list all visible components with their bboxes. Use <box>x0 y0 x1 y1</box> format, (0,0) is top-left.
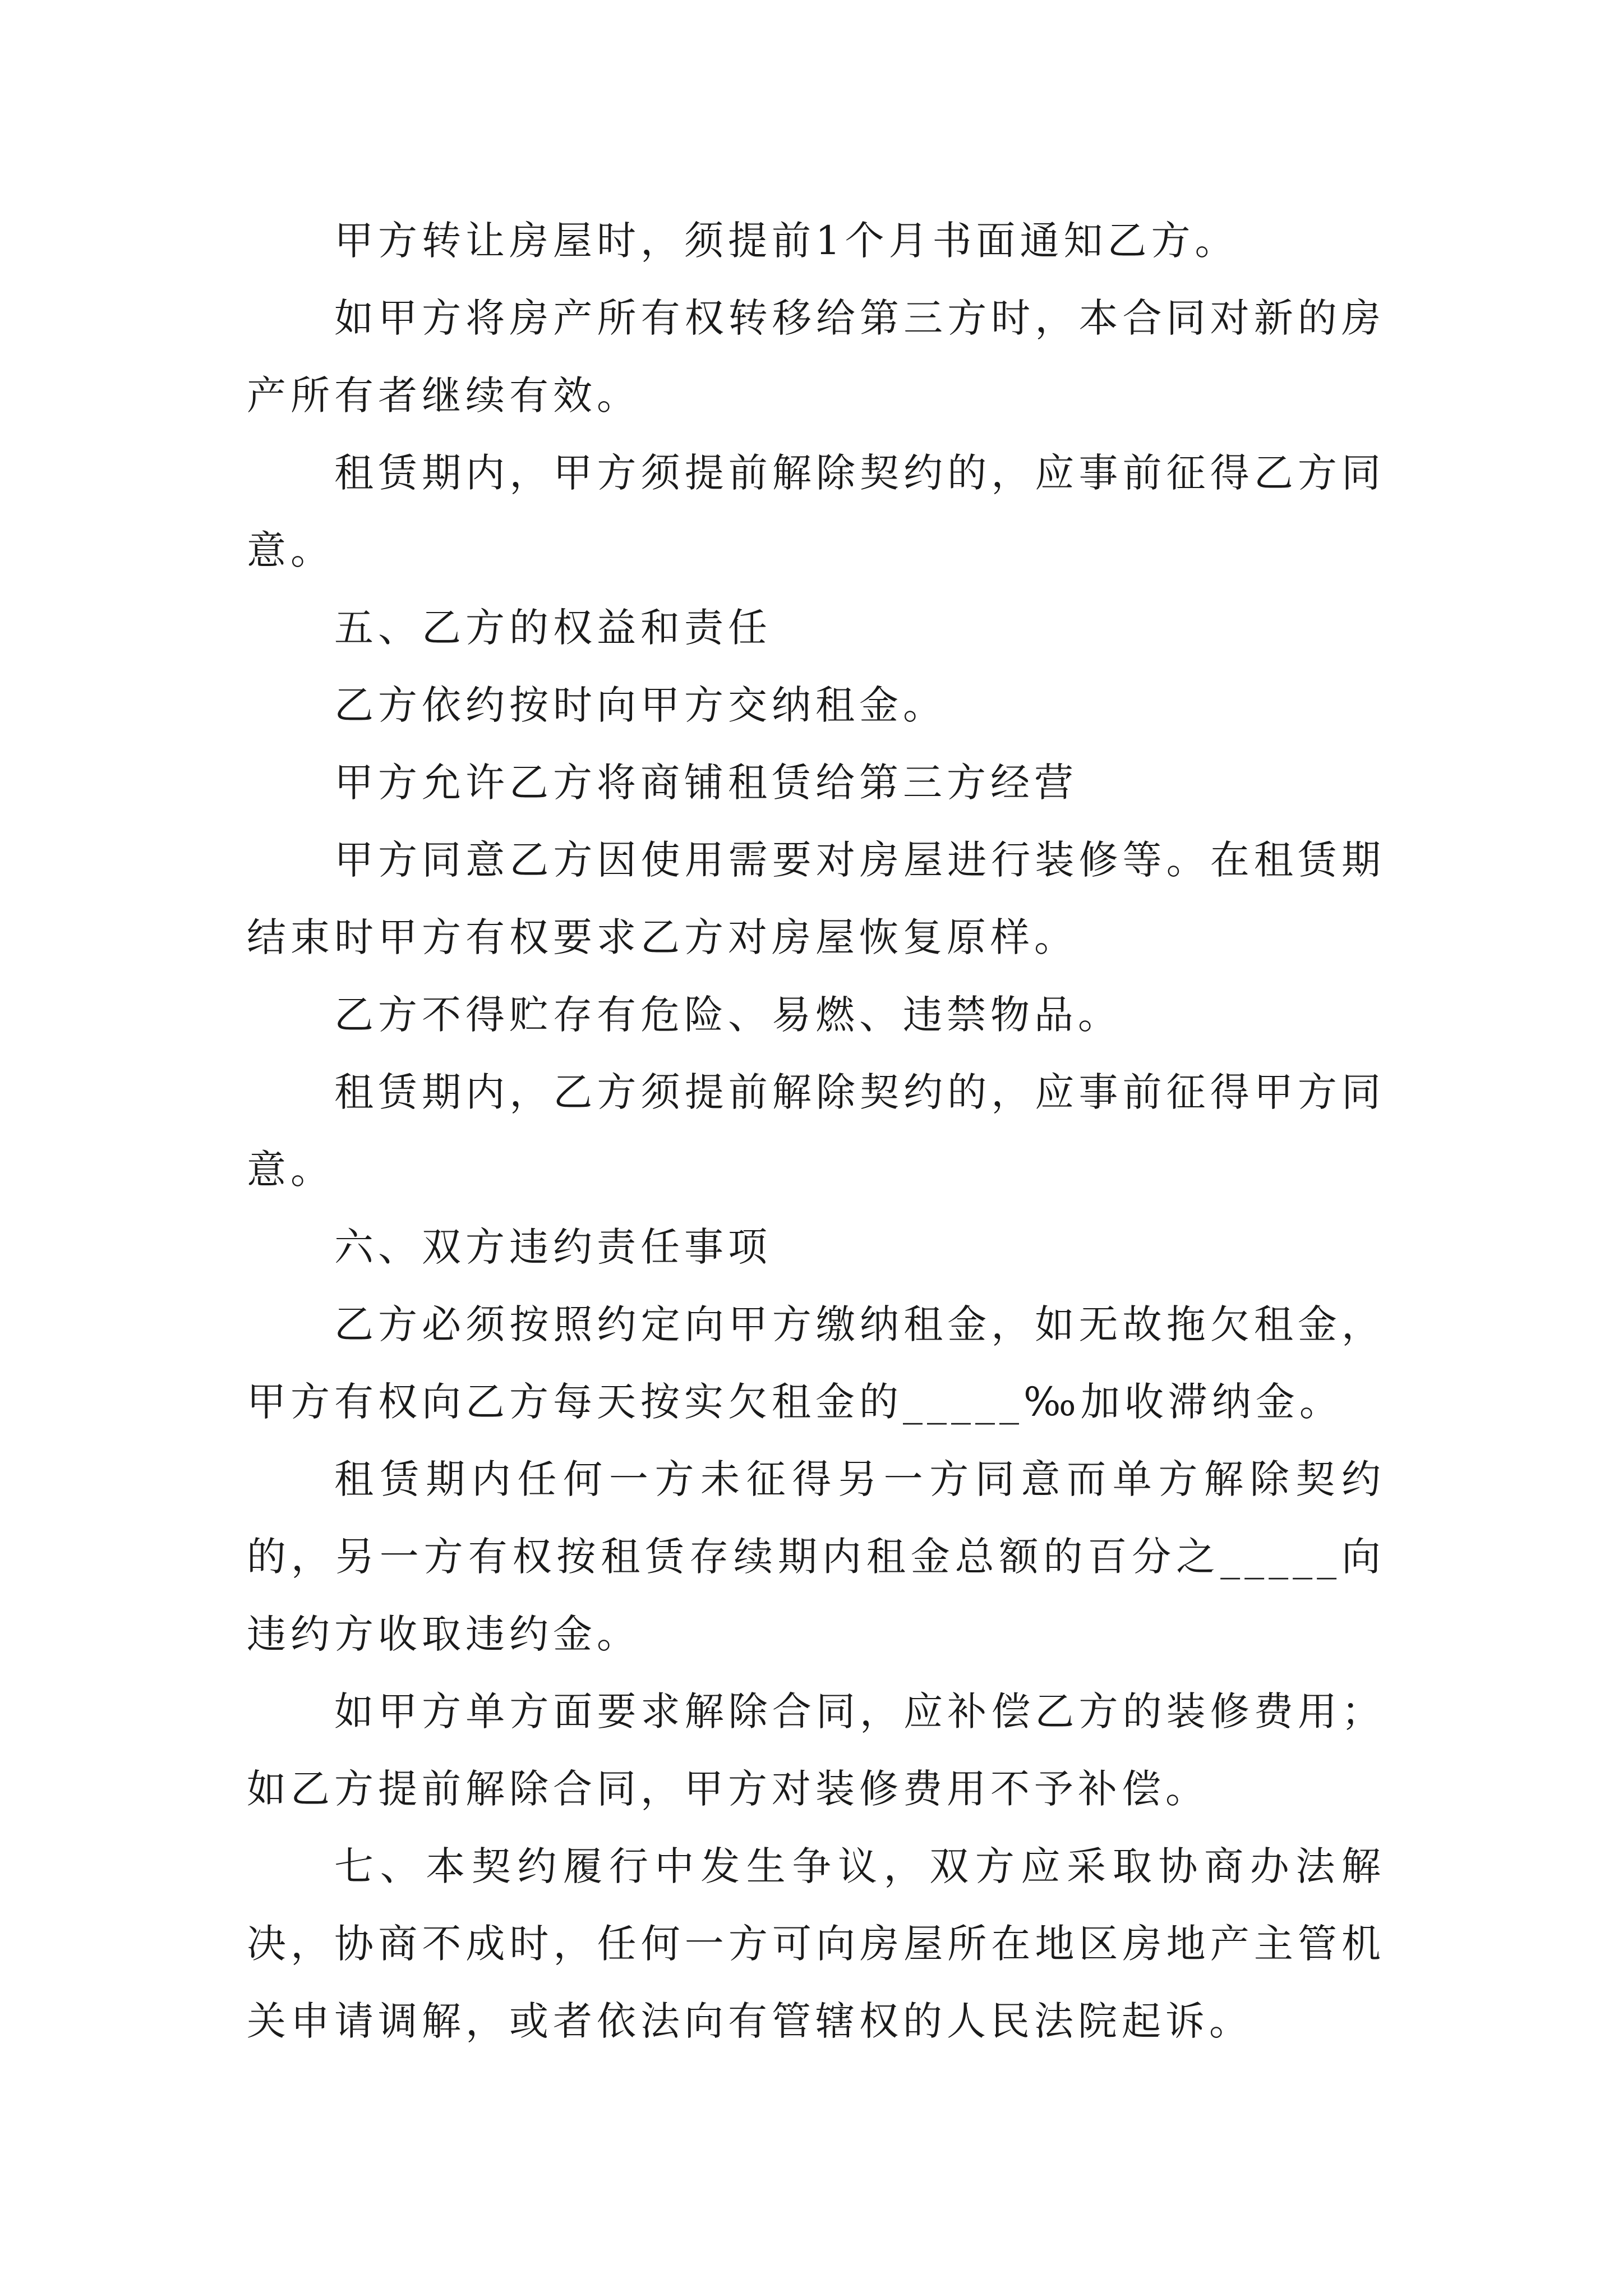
paragraph-party-a-termination: 租赁期内，甲方须提前解除契约的，应事前征得乙方同意。 <box>247 450 1385 573</box>
paragraph-penalty: 租赁期内任何一方未征得另一方同意而单方解除契约的，另一方有权按租赁存续期内租金总额的百分之_____向违约方收取违约金。 <box>247 1456 1385 1657</box>
paragraph-sublease: 甲方允许乙方将商铺租赁给第三方经营 <box>334 760 1078 806</box>
paragraph-rent-payment: 乙方依约按时向甲方交纳租金。 <box>334 682 947 728</box>
paragraph-dispute-resolution: 七、本契约履行中发生争议，双方应采取协商办法解决，协商不成时，任何一方可向房屋所在地区房地产主管机关申请调解，或者依法向有管辖权的人民法院起诉。 <box>247 1843 1385 2044</box>
paragraph-renovation: 甲方同意乙方因使用需要对房屋进行装修等。在租赁期结束时甲方有权要求乙方对房屋恢复原样。 <box>247 837 1385 960</box>
section-heading-party-b-rights: 五、乙方的权益和责任 <box>334 605 772 651</box>
paragraph-late-fee: 乙方必须按照约定向甲方缴纳租金，如无故拖欠租金，甲方有权向乙方每天按实欠租金的_____‰加收滞纳金。 <box>247 1301 1385 1425</box>
paragraph-ownership-transfer: 如甲方将房产所有权转移给第三方时，本合同对新的房产所有者继续有效。 <box>247 295 1385 418</box>
paragraph-renovation-compensation: 如甲方单方面要求解除合同，应补偿乙方的装修费用；如乙方提前解除合同，甲方对装修费用不予补偿。 <box>247 1688 1385 1812</box>
paragraph-transfer-notice: 甲方转让房屋时，须提前1个月书面通知乙方。 <box>334 218 1239 264</box>
paragraph-party-b-termination: 租赁期内，乙方须提前解除契约的，应事前征得甲方同意。 <box>247 1069 1385 1193</box>
section-heading-breach: 六、双方违约责任事项 <box>334 1224 772 1270</box>
document-body <box>247 202 1385 2060</box>
paragraph-hazardous-goods: 乙方不得贮存有危险、易燃、违禁物品。 <box>334 992 1122 1038</box>
